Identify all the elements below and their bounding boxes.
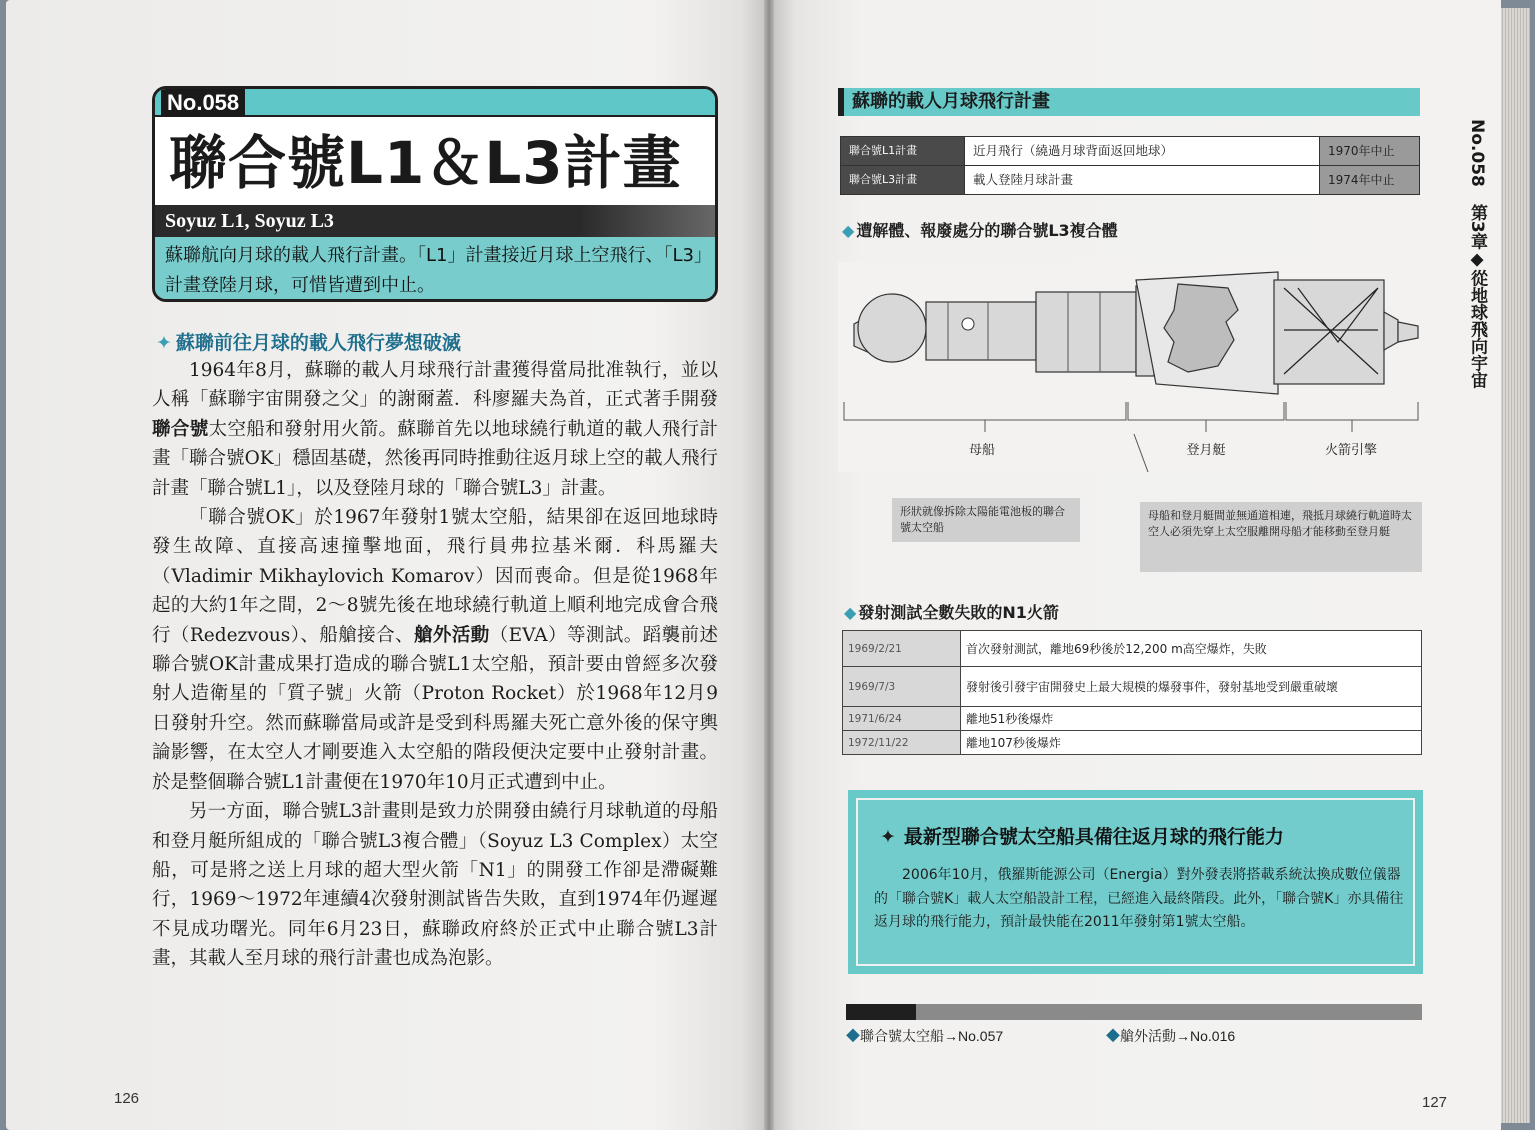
label-rocket-engine: 火箭引擎 — [1324, 443, 1377, 458]
ref-link-no057[interactable] — [846, 1026, 1003, 1046]
bold-term: 聯合號 — [152, 418, 209, 440]
plan-desc: 載人登陸月球計畫 — [965, 166, 1320, 195]
summary-text: 蘇聯航向月球的載人飛行計畫。「L1」計畫接近月球上空飛行、「L3」計畫登陸月球，可惜皆遭到中止。 — [155, 237, 718, 302]
feature-text: 2006年10月，俄羅斯能源公司（Energia）對外發表將搭載系統汰換成數位儀器的「聯合號K」載人太空船設計工程，已經進入最終階段。此外，「聯合號K」亦具備往返月球的飛行能力，預計最快能在2011年發射第1號太空船。 — [874, 867, 1404, 930]
text-run: 太空船和發射用火箭。蘇聯首先以地球繞行軌道的載人飛行計畫「聯合號OK」穩固基礎，然後再同時推動往返月球上空的載人飛行計畫「聯合號L1」，以及登陸月球的「聯合號L3」計畫。 — [152, 418, 718, 499]
right-header-bar: 蘇聯的載人月球飛行計畫 — [838, 88, 1420, 116]
text-run: （EVA）等測試。蹈襲前述聯合號OK計畫成果打造成的聯合號L1太空船，預計要由曾經多次發射人造衛星的「質子號」火箭（Proton Rocket）於1968年12月9日發射升空。然而蘇聯當局或許是受到科馬羅夫死亡意外後的保守輿論影響，在太空人才剛要進入太空船的階段便決定要中止發射計畫。於是整個聯合號L1計畫便在1970年10月正式遭到中止。 — [152, 624, 718, 793]
launch-result: 離地107秒後爆炸 — [961, 731, 1422, 755]
table-row — [843, 667, 1422, 707]
plan-year: 1974年中止 — [1320, 166, 1420, 195]
page-title: 聯合號L1＆L3計畫 — [169, 129, 682, 197]
launch-date: 1971/6/24 — [843, 707, 961, 731]
launch-result: 首次發射測試，離地69秒後於12,200 m高空爆炸，失敗 — [961, 631, 1422, 667]
table-row — [841, 166, 1420, 195]
n1-launch-table — [842, 630, 1422, 755]
plan-desc: 近月飛行（繞過月球背面返回地球） — [965, 137, 1320, 166]
paragraph-1 — [152, 356, 718, 503]
diamond-bullet-icon: ◆ — [846, 1028, 860, 1044]
book-gutter — [764, 0, 774, 1130]
page-number: 126 — [114, 1090, 140, 1107]
ref-label: 聯合號太空船→No.057 — [860, 1028, 1004, 1044]
plan-table — [840, 136, 1420, 195]
english-subtitle: Soyuz L1, Soyuz L3 — [155, 205, 718, 237]
diamond-bullet-icon: ◆ — [1106, 1028, 1120, 1044]
n1-heading — [844, 602, 1059, 624]
paragraph-2 — [152, 503, 718, 797]
entry-number: No.058 — [161, 89, 245, 117]
launch-date: 1972/11/22 — [843, 731, 961, 755]
label-lander: 登月艇 — [1186, 443, 1226, 458]
diamond-bullet-icon: ◆ — [842, 221, 855, 240]
related-refs-bar — [846, 1004, 1422, 1020]
title-box — [152, 86, 718, 302]
text-run: 「聯合號OK」於1967年發射1號太空船，結果卻在返回地球時發生故障、直接高速撞擊地面，飛行員弗拉基米爾．科馬羅夫（Vladimir Mikhaylovich Komarov）因而喪命。但是從1968年起的大約1年之間，2～8號先後在地球繞行軌道上順利地完成會合飛行（Redezvous）、船艙接合、 — [152, 507, 718, 646]
launch-date: 1969/7/3 — [843, 667, 961, 707]
diamond-bullet-icon: ◆ — [844, 603, 857, 622]
soyuz-l3-complex-diagram — [838, 262, 1420, 472]
book-page-edges — [1500, 8, 1530, 1123]
diagram-heading-text: 遭解體、報廢處分的聯合號L3複合體 — [856, 221, 1118, 240]
n1-heading-text: 發射測試全數失敗的N1火箭 — [858, 603, 1059, 622]
diagram-heading — [842, 220, 1118, 242]
paragraph-3: 另一方面，聯合號L3計畫則是致力於開發由繞行月球軌道的母船和登月艇所組成的「聯合號L3複合體」（Soyuz L3 Complex）太空船，可是將之送上月球的超大型火箭「N1」的開發工作卻是滯礙難行，1969～1972年連續4次發射測試皆告失敗，直到1974年仍遲遲不見成功曙光。同年6月23日，蘇聯政府終於正式中止聯合號L3計畫，其載人至月球的飛行計畫也成為泡影。 — [152, 801, 718, 970]
feature-box — [848, 790, 1423, 974]
side-tab-text: No.058 第3章◆從地球飛向宇宙 — [1467, 119, 1487, 389]
launch-result: 離地51秒後爆炸 — [961, 707, 1422, 731]
table-row — [843, 631, 1422, 667]
section-heading-text: 蘇聯前往月球的載人飛行夢想破滅 — [175, 332, 461, 354]
label-mother-ship: 母船 — [968, 443, 995, 458]
launch-date: 1969/2/21 — [843, 631, 961, 667]
body-text — [152, 356, 718, 974]
diamond-bullet-icon: ✦ — [156, 332, 172, 354]
feature-title — [880, 824, 1284, 850]
launch-result: 發射後引發宇宙開發史上最大規模的爆發事件，發射基地受到嚴重破壞 — [961, 667, 1422, 707]
ref-label: 艙外活動→No.016 — [1120, 1028, 1236, 1044]
title-header-band — [155, 89, 715, 117]
table-row — [841, 137, 1420, 166]
page-number: 127 — [1422, 1094, 1448, 1111]
left-page — [6, 0, 764, 1130]
text-run: 1964年8月，蘇聯的載人月球飛行計畫獲得當局批准執行，並以人稱「蘇聯宇宙開發之父」的謝爾蓋．科廖羅夫為首，正式著手開發 — [152, 360, 718, 411]
feature-title-text: 最新型聯合號太空船具備往返月球的飛行能力 — [903, 826, 1284, 848]
ref-link-no016[interactable] — [1106, 1026, 1235, 1046]
table-row — [843, 707, 1422, 731]
plan-name: 聯合號L3計畫 — [841, 166, 965, 195]
table-row — [843, 731, 1422, 755]
bold-term: 艙外活動 — [413, 624, 490, 646]
section-heading — [156, 330, 461, 356]
diamond-cross-icon: ✦ — [880, 826, 896, 848]
feature-box-inner — [856, 798, 1415, 966]
plan-name: 聯合號L1計畫 — [841, 137, 965, 166]
note-lander: 母船和登月艇間並無通道相連，飛抵月球繞行軌道時太空人必須先穿上太空服離開母船才能移動至登月艇 — [1140, 502, 1422, 572]
note-mother-ship: 形狀就像拆除太陽能電池板的聯合號太空船 — [892, 498, 1080, 542]
plan-year: 1970年中止 — [1320, 137, 1420, 166]
